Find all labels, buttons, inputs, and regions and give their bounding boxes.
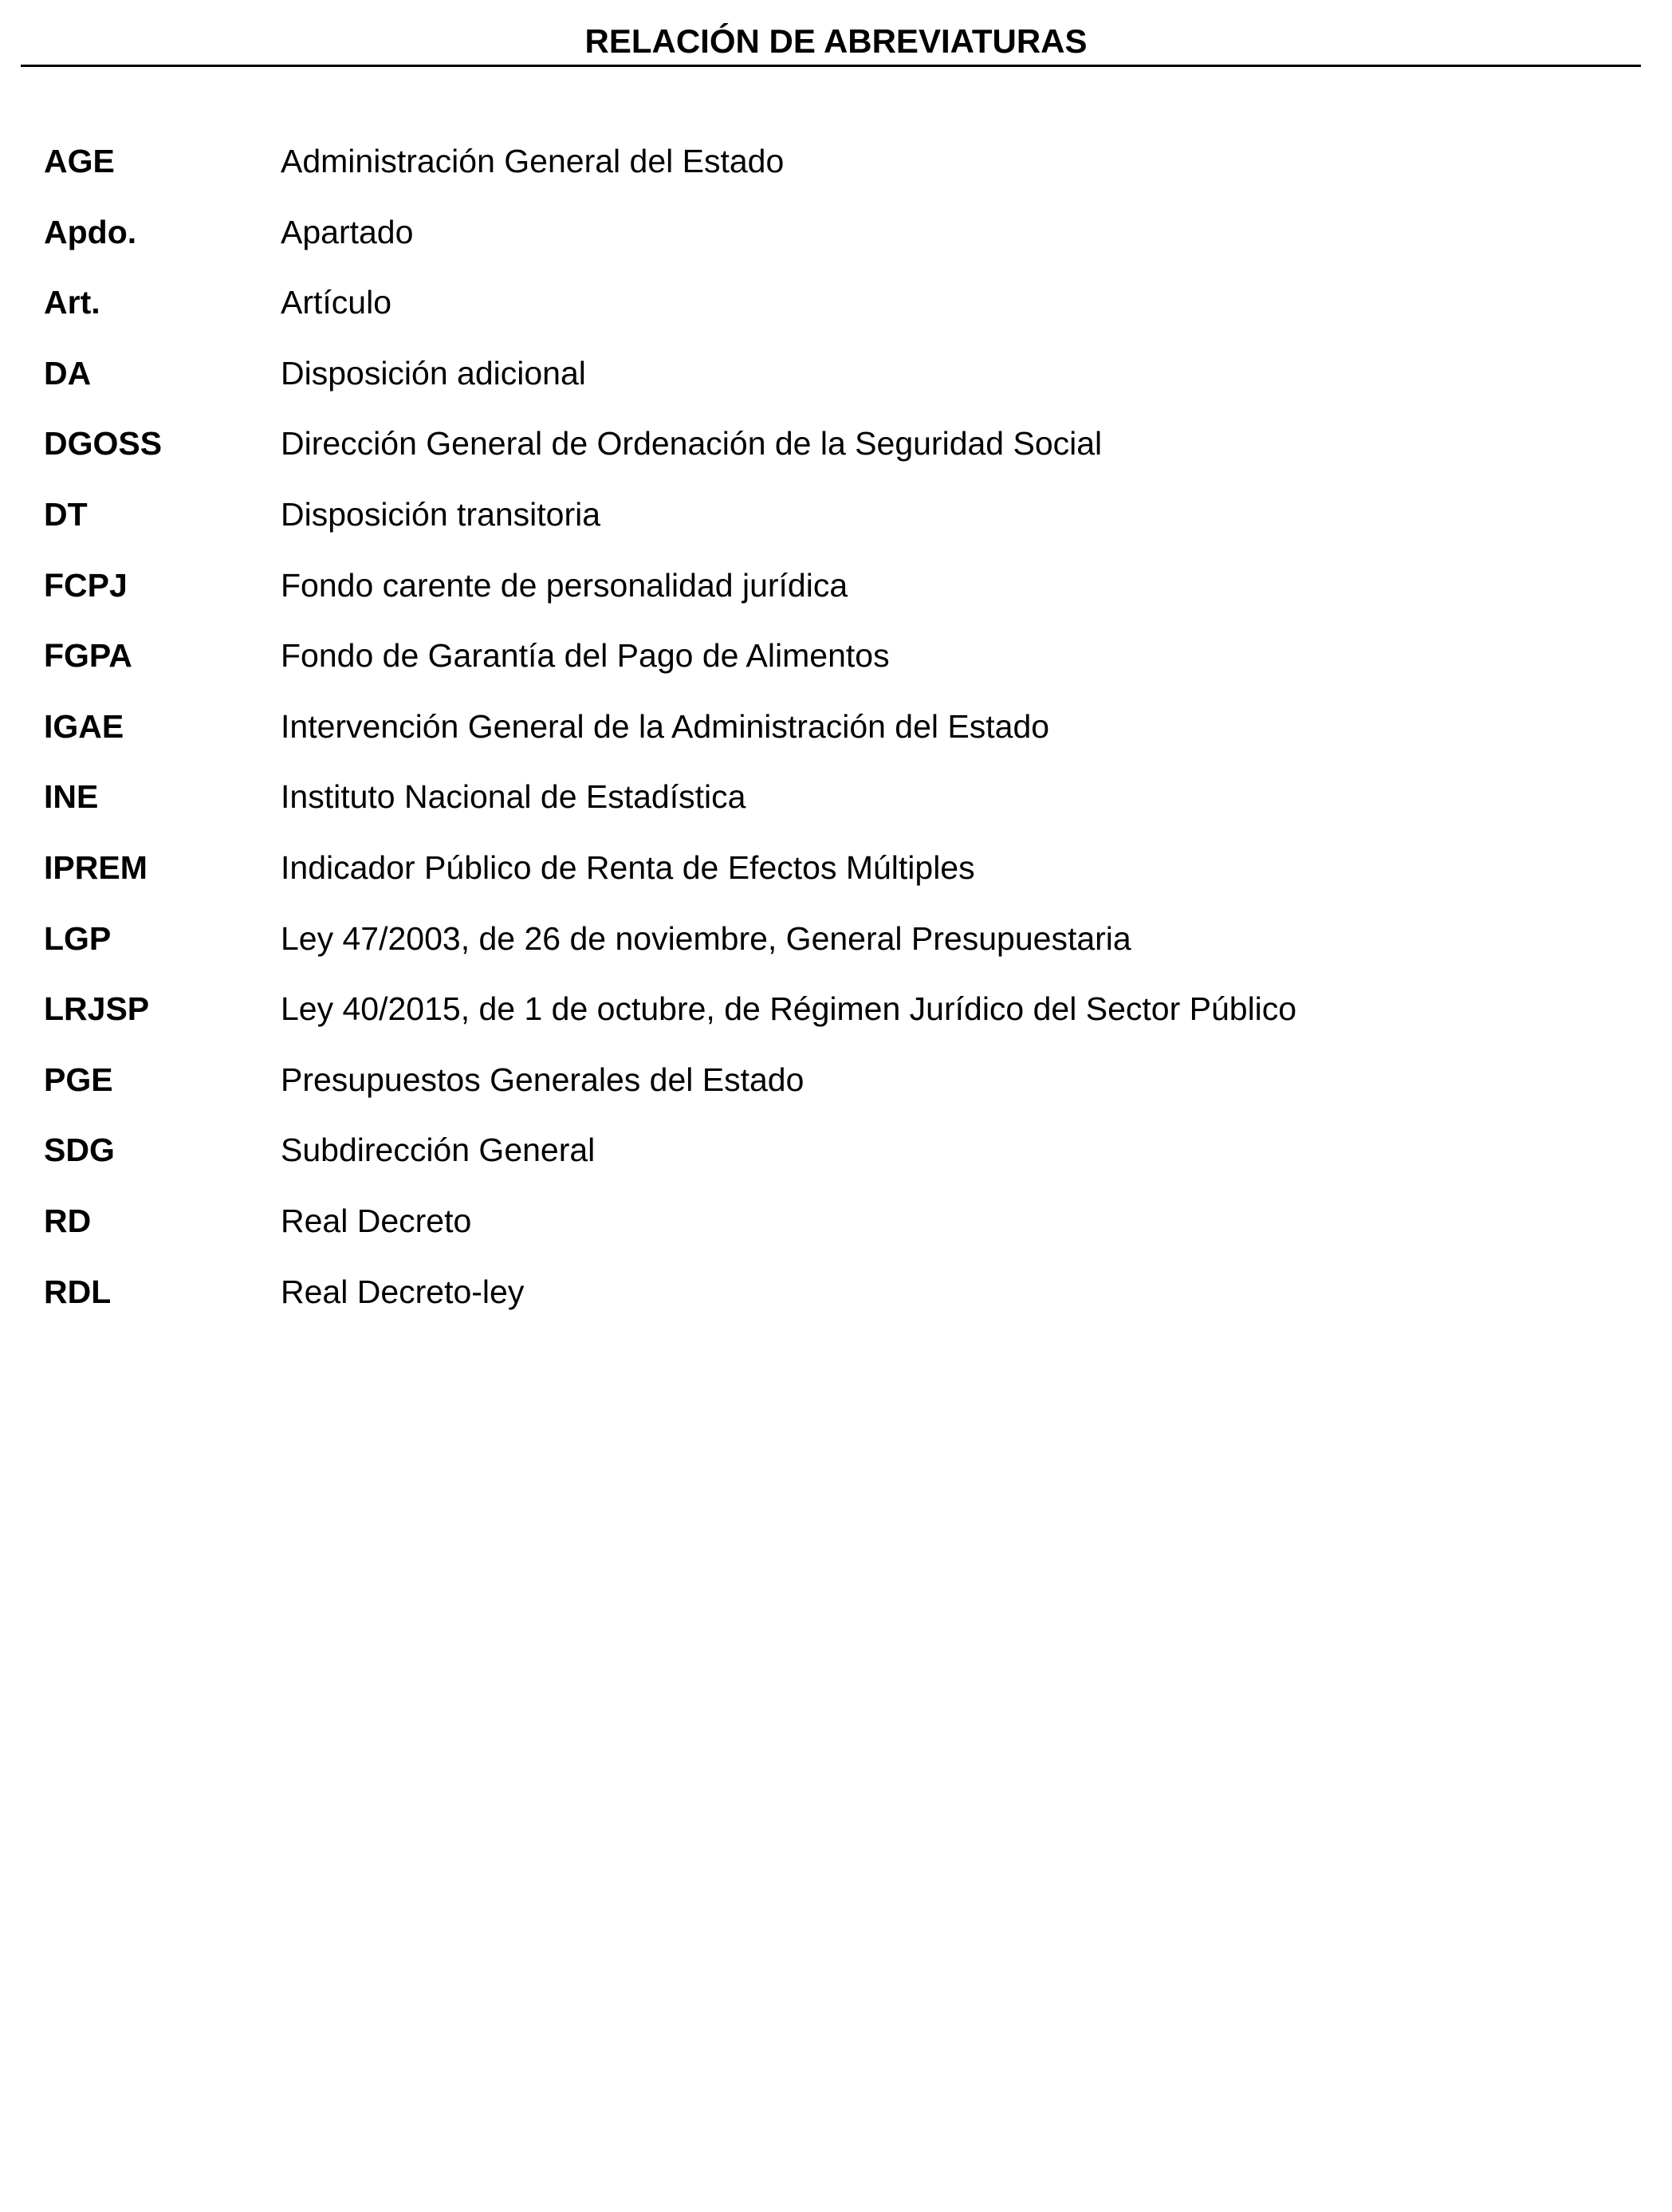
abbreviation-row <box>44 1126 1631 1197</box>
abbreviation-row <box>44 1268 1631 1339</box>
abbreviation-definition: Disposición transitoria <box>281 495 601 533</box>
abbreviation-row <box>44 490 1631 561</box>
abbreviation-definition: Artículo <box>281 284 391 321</box>
abbreviation-definition: Fondo de Garantía del Pago de Alimentos <box>281 637 890 675</box>
abbreviation-term: DGOSS <box>44 425 163 462</box>
abbreviation-row <box>44 1197 1631 1268</box>
page-title: RELACIÓN DE ABREVIATURAS <box>584 22 1088 60</box>
abbreviation-term: Apdo. <box>44 213 137 250</box>
abbreviation-term: RDL <box>44 1273 112 1310</box>
abbreviation-definition: Ley 40/2015, de 1 de octubre, de Régimen Jurídico del Sector Público <box>281 990 1297 1028</box>
abbreviation-term: Art. <box>44 284 100 321</box>
abbreviation-row <box>44 137 1631 208</box>
abbreviation-definition: Administración General del Estado <box>281 143 785 179</box>
abbreviation-row <box>44 419 1631 490</box>
abbreviation-row <box>44 703 1631 773</box>
abbreviation-definition: Indicador Público de Renta de Efectos Múltiples <box>281 848 975 886</box>
abbreviation-term: FGPA <box>44 637 132 675</box>
abbreviation-row <box>44 1056 1631 1127</box>
abbreviation-term: IGAE <box>44 707 124 745</box>
abbreviation-term: LGP <box>44 919 112 957</box>
abbreviation-row <box>44 349 1631 420</box>
abbreviation-definition: Dirección General de Ordenación de la Seguridad Social <box>281 425 1103 462</box>
title-divider <box>21 65 1641 67</box>
abbreviation-definition: Real Decreto-ley <box>281 1273 525 1310</box>
abbreviation-row <box>44 561 1631 632</box>
abbreviation-row <box>44 985 1631 1056</box>
abbreviation-definition: Intervención General de la Administración del Estado <box>281 707 1050 745</box>
abbreviation-term: SDG <box>44 1132 115 1169</box>
abbreviation-list <box>44 137 1631 1338</box>
abbreviation-term: PGE <box>44 1061 113 1098</box>
abbreviation-definition: Real Decreto <box>281 1202 472 1239</box>
abbreviation-term: AGE <box>44 143 115 179</box>
abbreviation-definition: Ley 47/2003, de 26 de noviembre, General Presupuestaria <box>281 919 1131 957</box>
abbreviation-term: FCPJ <box>44 566 128 604</box>
abbreviation-row <box>44 632 1631 703</box>
abbreviation-row <box>44 773 1631 844</box>
abbreviation-row <box>44 844 1631 915</box>
abbreviation-definition: Presupuestos Generales del Estado <box>281 1061 805 1098</box>
abbreviation-row <box>44 278 1631 349</box>
abbreviation-definition: Subdirección General <box>281 1132 596 1169</box>
abbreviation-term: IPREM <box>44 848 148 886</box>
abbreviation-definition: Instituto Nacional de Estadística <box>281 778 746 816</box>
abbreviation-term: LRJSP <box>44 990 150 1028</box>
abbreviation-term: DT <box>44 495 88 533</box>
abbreviation-row <box>44 915 1631 986</box>
abbreviation-term: INE <box>44 778 99 816</box>
abbreviation-row <box>44 208 1631 279</box>
abbreviation-definition: Apartado <box>281 213 414 250</box>
abbreviation-definition: Disposición adicional <box>281 354 586 392</box>
abbreviation-definition: Fondo carente de personalidad jurídica <box>281 566 848 604</box>
abbreviation-term: RD <box>44 1202 92 1239</box>
abbreviation-term: DA <box>44 354 92 392</box>
